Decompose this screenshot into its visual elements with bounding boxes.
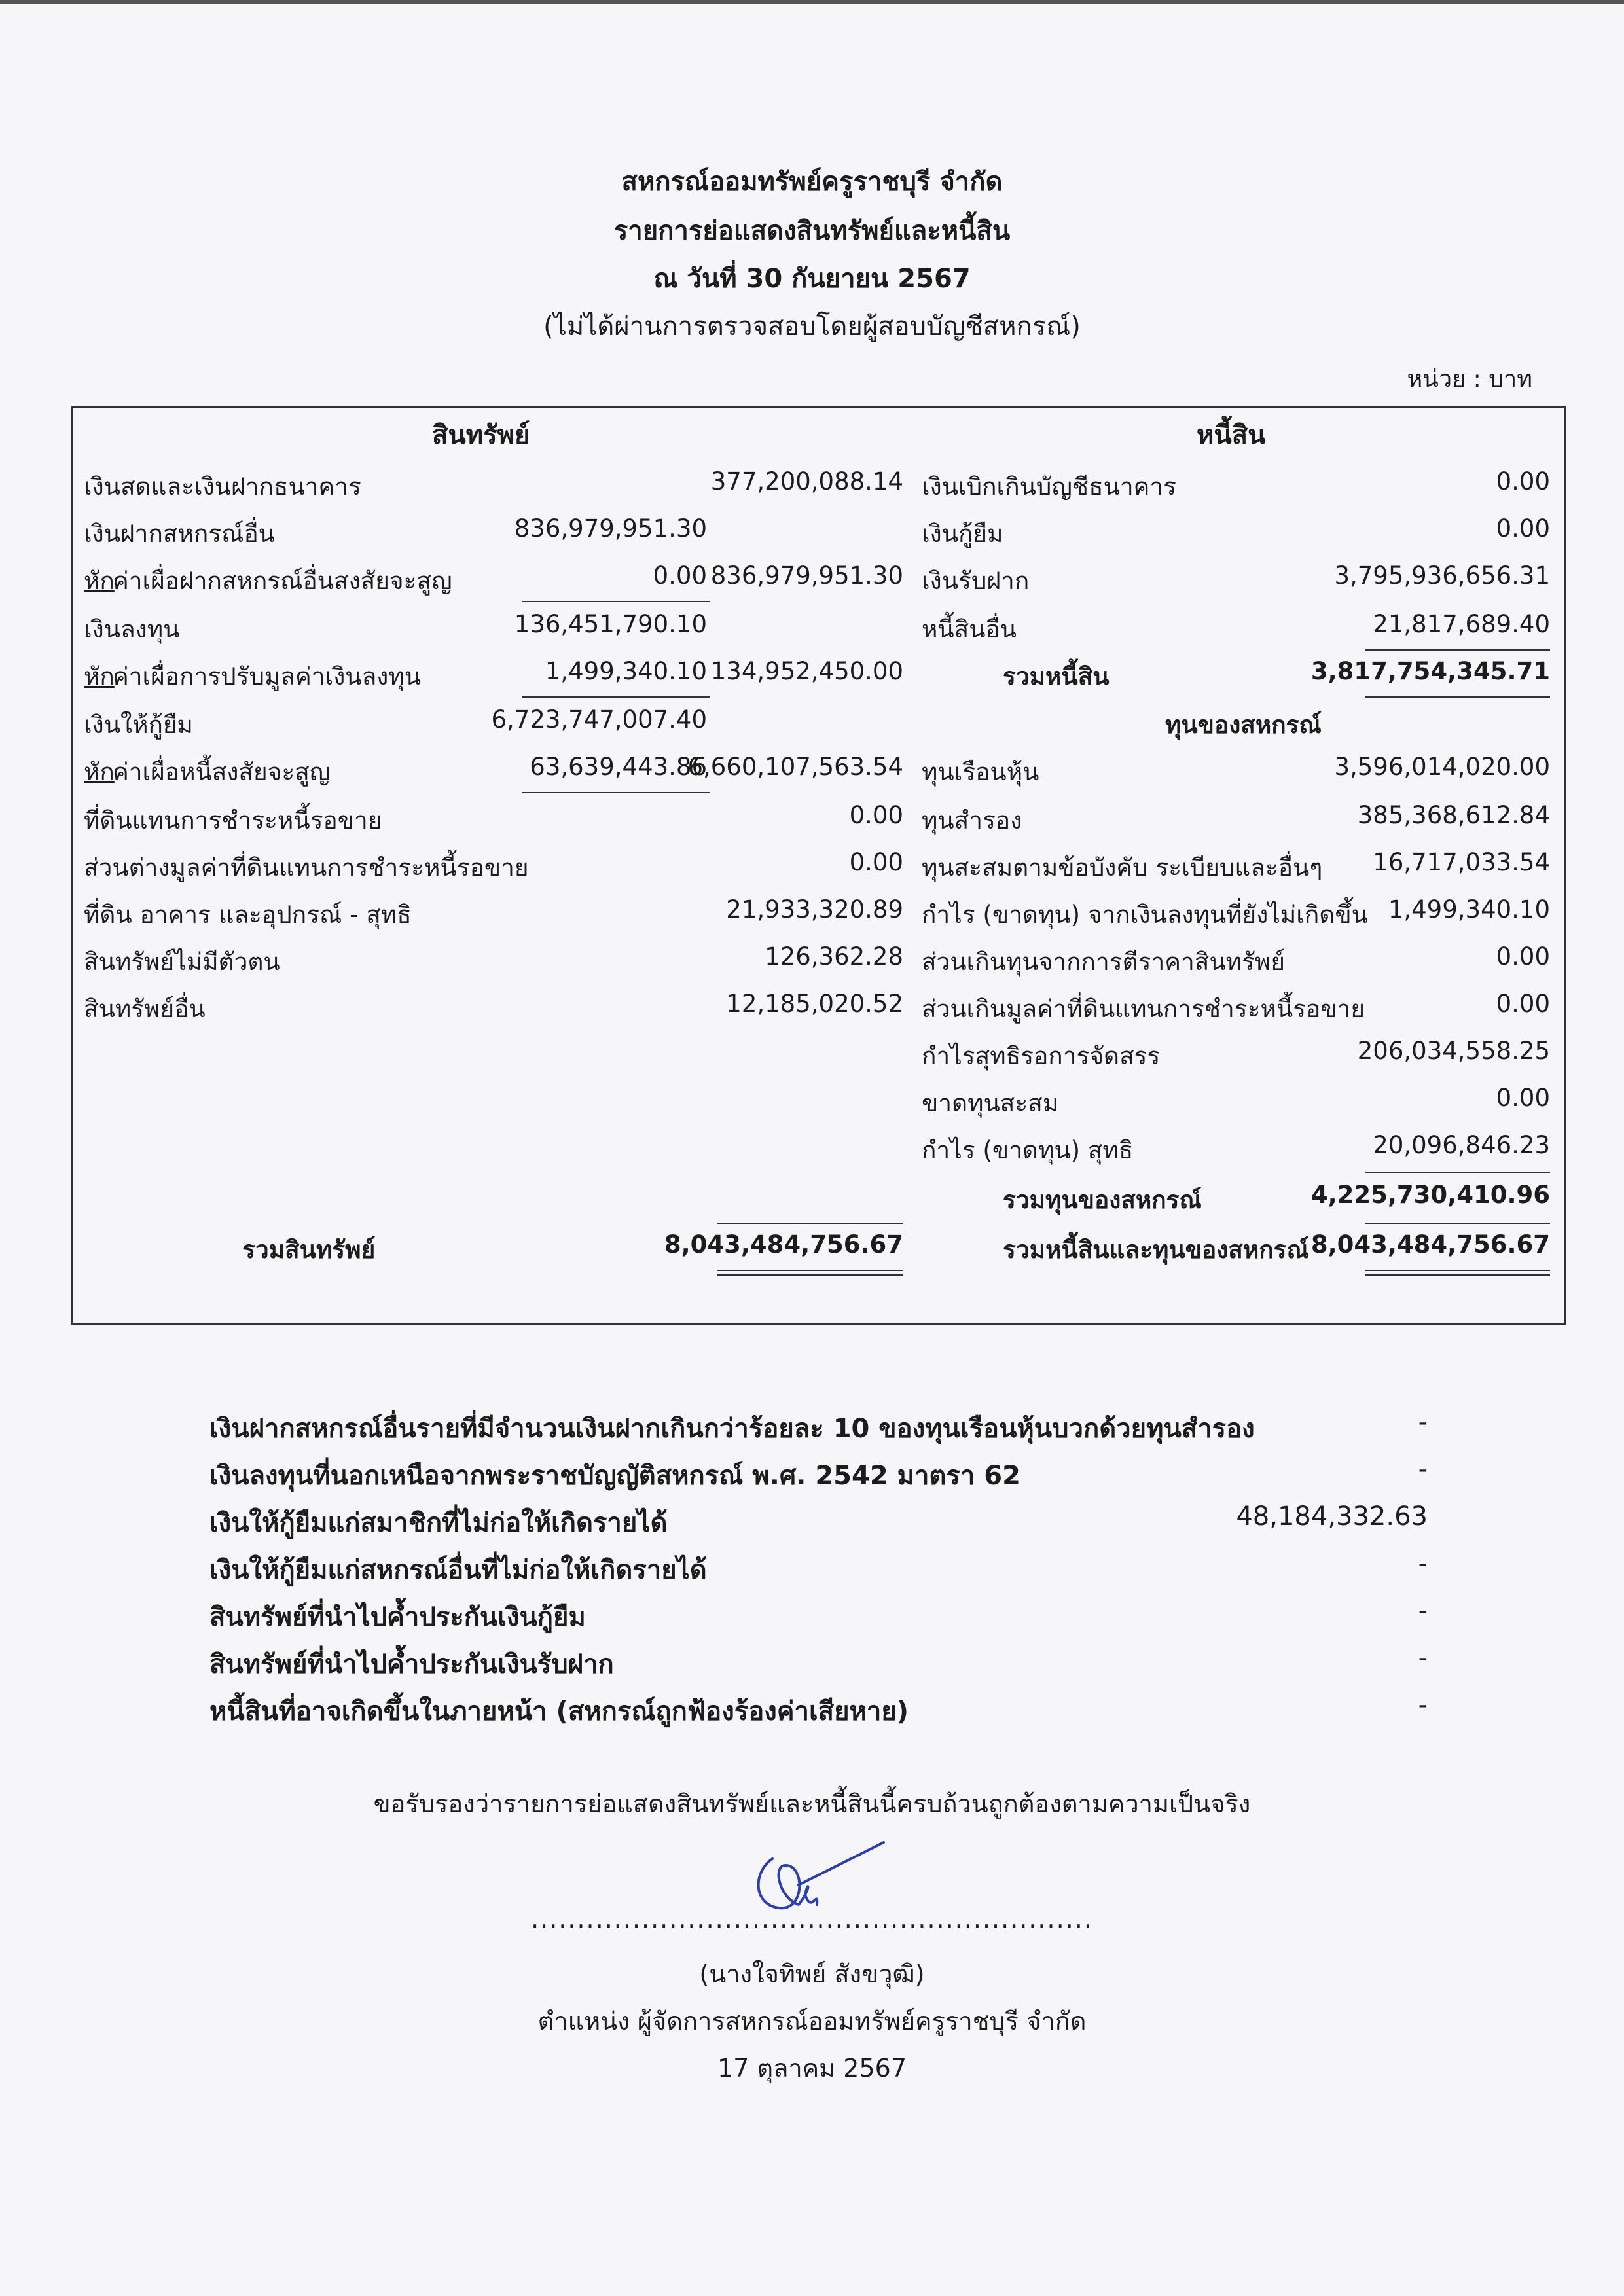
equity-label: ขาดทุนสะสม bbox=[922, 1089, 1059, 1117]
asset-amount: 0.00 bbox=[849, 801, 903, 829]
asset-label: ค่าเผื่อหนี้สงสัยจะสูญ bbox=[113, 758, 331, 786]
equity-label: ส่วนเกินทุนจากการตีราคาสินทรัพย์ bbox=[922, 948, 1285, 976]
subtotal-line bbox=[522, 792, 710, 793]
asset-amount: 12,185,020.52 bbox=[726, 990, 903, 1018]
equity-subtotal-line bbox=[1365, 1172, 1550, 1173]
asset-label: เงินให้กู้ยืม bbox=[84, 711, 193, 739]
liability-amount: 0.00 bbox=[1496, 467, 1550, 495]
grand-total-double-line bbox=[1365, 1270, 1550, 1276]
signatory-name: (นางใจทิพย์ สังขวุฒิ) bbox=[699, 1960, 925, 1988]
note-label: สินทรัพย์ที่นำไปค้ำประกันเงินรับฝาก bbox=[209, 1649, 614, 1679]
equity-amount: 0.00 bbox=[1496, 942, 1550, 971]
note-value: - bbox=[1418, 1549, 1428, 1579]
unit-label: หน่วย : บาท bbox=[1407, 366, 1532, 393]
total-liabilities-label: รวมหนี้สิน bbox=[1003, 662, 1110, 691]
total-assets-top-line bbox=[717, 1223, 903, 1224]
asset-label: สินทรัพย์ไม่มีตัวตน bbox=[84, 948, 280, 976]
note-label: เงินฝากสหกรณ์อื่นรายที่มีจำนวนเงินฝากเกินกว่าร้อยละ 10 ของทุนเรือนหุ้นบวกด้วยทุนสำรอง bbox=[209, 1414, 1255, 1444]
subtotal-line bbox=[522, 696, 710, 698]
asset-sub-amount: 836,979,951.30 bbox=[514, 514, 707, 543]
note-value: - bbox=[1418, 1454, 1428, 1484]
asset-amount: 21,933,320.89 bbox=[726, 895, 903, 924]
asset-label: เงินฝากสหกรณ์อื่น bbox=[84, 520, 275, 548]
liability-label: เงินกู้ยืม bbox=[922, 520, 1003, 548]
subtotal-line bbox=[522, 601, 710, 602]
note-value: - bbox=[1418, 1596, 1428, 1626]
asset-amount: 0.00 bbox=[849, 848, 903, 876]
signatory-position: ตำแหน่ง ผู้จัดการสหกรณ์ออมทรัพย์ครูราชบุรี จำกัด bbox=[537, 2007, 1087, 2036]
asset-sub-amount: 1,499,340.10 bbox=[545, 657, 707, 685]
equity-label: กำไร (ขาดทุน) สุทธิ bbox=[922, 1136, 1134, 1164]
note-label: สินทรัพย์ที่นำไปค้ำประกันเงินกู้ยืม bbox=[209, 1602, 586, 1632]
equity-label: ทุนสะสมตามข้อบังคับ ระเบียบและอื่นๆ bbox=[922, 853, 1323, 882]
asset-prefix: หัก bbox=[84, 662, 115, 691]
equity-label: ส่วนเกินมูลค่าที่ดินแทนการชำระหนี้รอขาย bbox=[922, 995, 1365, 1023]
asset-sub-amount: 6,723,747,007.40 bbox=[491, 706, 707, 734]
note-value: 48,184,332.63 bbox=[1236, 1501, 1428, 1532]
liability-amount: 3,795,936,656.31 bbox=[1334, 562, 1550, 590]
note-value: - bbox=[1418, 1690, 1428, 1720]
signature-stroke bbox=[759, 1842, 884, 1908]
equity-amount: 16,717,033.54 bbox=[1373, 848, 1550, 876]
audit-note: (ไม่ได้ผ่านการตรวจสอบโดยผู้สอบบัญชีสหกรณ์) bbox=[543, 312, 1081, 342]
equity-amount: 0.00 bbox=[1496, 990, 1550, 1018]
liabilities-subtotal-line bbox=[1365, 649, 1550, 651]
certification-date: 17 ตุลาคม 2567 bbox=[717, 2054, 907, 2083]
note-label: เงินให้กู้ยืมแก่สหกรณ์อื่นที่ไม่ก่อให้เกิดรายได้ bbox=[209, 1555, 707, 1585]
asset-label: ที่ดินแทนการชำระหนี้รอขาย bbox=[84, 806, 382, 834]
asset-label: ส่วนต่างมูลค่าที่ดินแทนการชำระหนี้รอขาย bbox=[84, 853, 529, 882]
org-name: สหกรณ์ออมทรัพย์ครูราชบุรี จำกัด bbox=[621, 167, 1003, 197]
equity-label: ทุนเรือนหุ้น bbox=[922, 758, 1039, 786]
total-assets-double-line bbox=[717, 1270, 903, 1276]
equity-amount: 206,034,558.25 bbox=[1357, 1037, 1550, 1065]
note-label: หนี้สินที่อาจเกิดขึ้นในภายหน้า (สหกรณ์ถูกฟ้องร้องค่าเสียหาย) bbox=[209, 1696, 909, 1727]
note-value: - bbox=[1418, 1407, 1428, 1437]
liabilities-heading: หนี้สิน bbox=[1197, 420, 1266, 450]
grand-total-amount: 8,043,484,756.67 bbox=[1310, 1230, 1550, 1259]
equity-heading: ทุนของสหกรณ์ bbox=[1165, 711, 1322, 739]
signature-dotted-line: ............................................................. bbox=[531, 1905, 1093, 1933]
total-liabilities-amount: 3,817,754,345.71 bbox=[1310, 657, 1550, 685]
equity-amount: 3,596,014,020.00 bbox=[1334, 753, 1550, 781]
asset-label: ค่าเผื่อการปรับมูลค่าเงินลงทุน bbox=[113, 662, 421, 691]
liability-amount: 0.00 bbox=[1496, 514, 1550, 543]
equity-amount: 385,368,612.84 bbox=[1357, 801, 1550, 829]
note-label: เงินให้กู้ยืมแก่สมาชิกที่ไม่ก่อให้เกิดรายได้ bbox=[209, 1508, 668, 1538]
asset-sub-amount: 136,451,790.10 bbox=[514, 610, 707, 638]
liability-label: หนี้สินอื่น bbox=[922, 615, 1017, 643]
asset-sub-amount: 0.00 bbox=[653, 562, 707, 590]
note-value: - bbox=[1418, 1643, 1428, 1673]
total-equity-amount: 4,225,730,410.96 bbox=[1310, 1181, 1550, 1209]
assets-heading: สินทรัพย์ bbox=[432, 420, 530, 450]
asset-sub-amount: 63,639,443.86 bbox=[530, 753, 707, 781]
report-title: รายการย่อแสดงสินทรัพย์และหนี้สิน bbox=[613, 216, 1011, 246]
equity-amount: 20,096,846.23 bbox=[1373, 1131, 1550, 1159]
asset-label: เงินลงทุน bbox=[84, 615, 180, 643]
asset-label: ที่ดิน อาคาร และอุปกรณ์ - สุทธิ bbox=[84, 901, 412, 929]
liability-label: เงินรับฝาก bbox=[922, 567, 1030, 595]
note-label: เงินลงทุนที่นอกเหนือจากพระราชบัญญัติสหกรณ์ พ.ศ. 2542 มาตรา 62 bbox=[209, 1461, 1020, 1491]
total-assets-label: รวมสินทรัพย์ bbox=[242, 1236, 376, 1264]
asset-label: เงินสดและเงินฝากธนาคาร bbox=[84, 473, 361, 501]
page-top-edge bbox=[0, 0, 1624, 4]
grand-total-label: รวมหนี้สินและทุนของสหกรณ์ bbox=[1003, 1236, 1309, 1264]
liability-label: เงินเบิกเกินบัญชีธนาคาร bbox=[922, 473, 1177, 501]
total-equity-underline bbox=[1365, 1223, 1550, 1224]
equity-label: ทุนสำรอง bbox=[922, 806, 1022, 834]
equity-amount: 0.00 bbox=[1496, 1084, 1550, 1112]
asset-amount: 6,660,107,563.54 bbox=[687, 753, 903, 781]
equity-label: กำไร (ขาดทุน) จากเงินลงทุนที่ยังไม่เกิดขึ้น bbox=[922, 901, 1368, 929]
equity-amount: 1,499,340.10 bbox=[1388, 895, 1550, 924]
report-date: ณ วันที่ 30 กันยายน 2567 bbox=[653, 264, 971, 294]
asset-label: ค่าเผื่อฝากสหกรณ์อื่นสงสัยจะสูญ bbox=[113, 567, 452, 595]
equity-label: กำไรสุทธิรอการจัดสรร bbox=[922, 1042, 1161, 1070]
asset-amount: 126,362.28 bbox=[765, 942, 903, 971]
asset-amount: 836,979,951.30 bbox=[710, 562, 903, 590]
total-assets-amount: 8,043,484,756.67 bbox=[664, 1230, 903, 1259]
asset-prefix: หัก bbox=[84, 758, 115, 786]
certification-statement: ขอรับรองว่ารายการย่อแสดงสินทรัพย์และหนี้สินนี้ครบถ้วนถูกต้องตามความเป็นจริง bbox=[373, 1789, 1251, 1818]
asset-amount: 134,952,450.00 bbox=[710, 657, 903, 685]
asset-label: สินทรัพย์อื่น bbox=[84, 995, 206, 1023]
liability-amount: 21,817,689.40 bbox=[1373, 610, 1550, 638]
total-liabilities-underline bbox=[1365, 696, 1550, 698]
asset-amount: 377,200,088.14 bbox=[710, 467, 903, 495]
asset-prefix: หัก bbox=[84, 567, 115, 595]
total-equity-label: รวมทุนของสหกรณ์ bbox=[1003, 1186, 1202, 1214]
